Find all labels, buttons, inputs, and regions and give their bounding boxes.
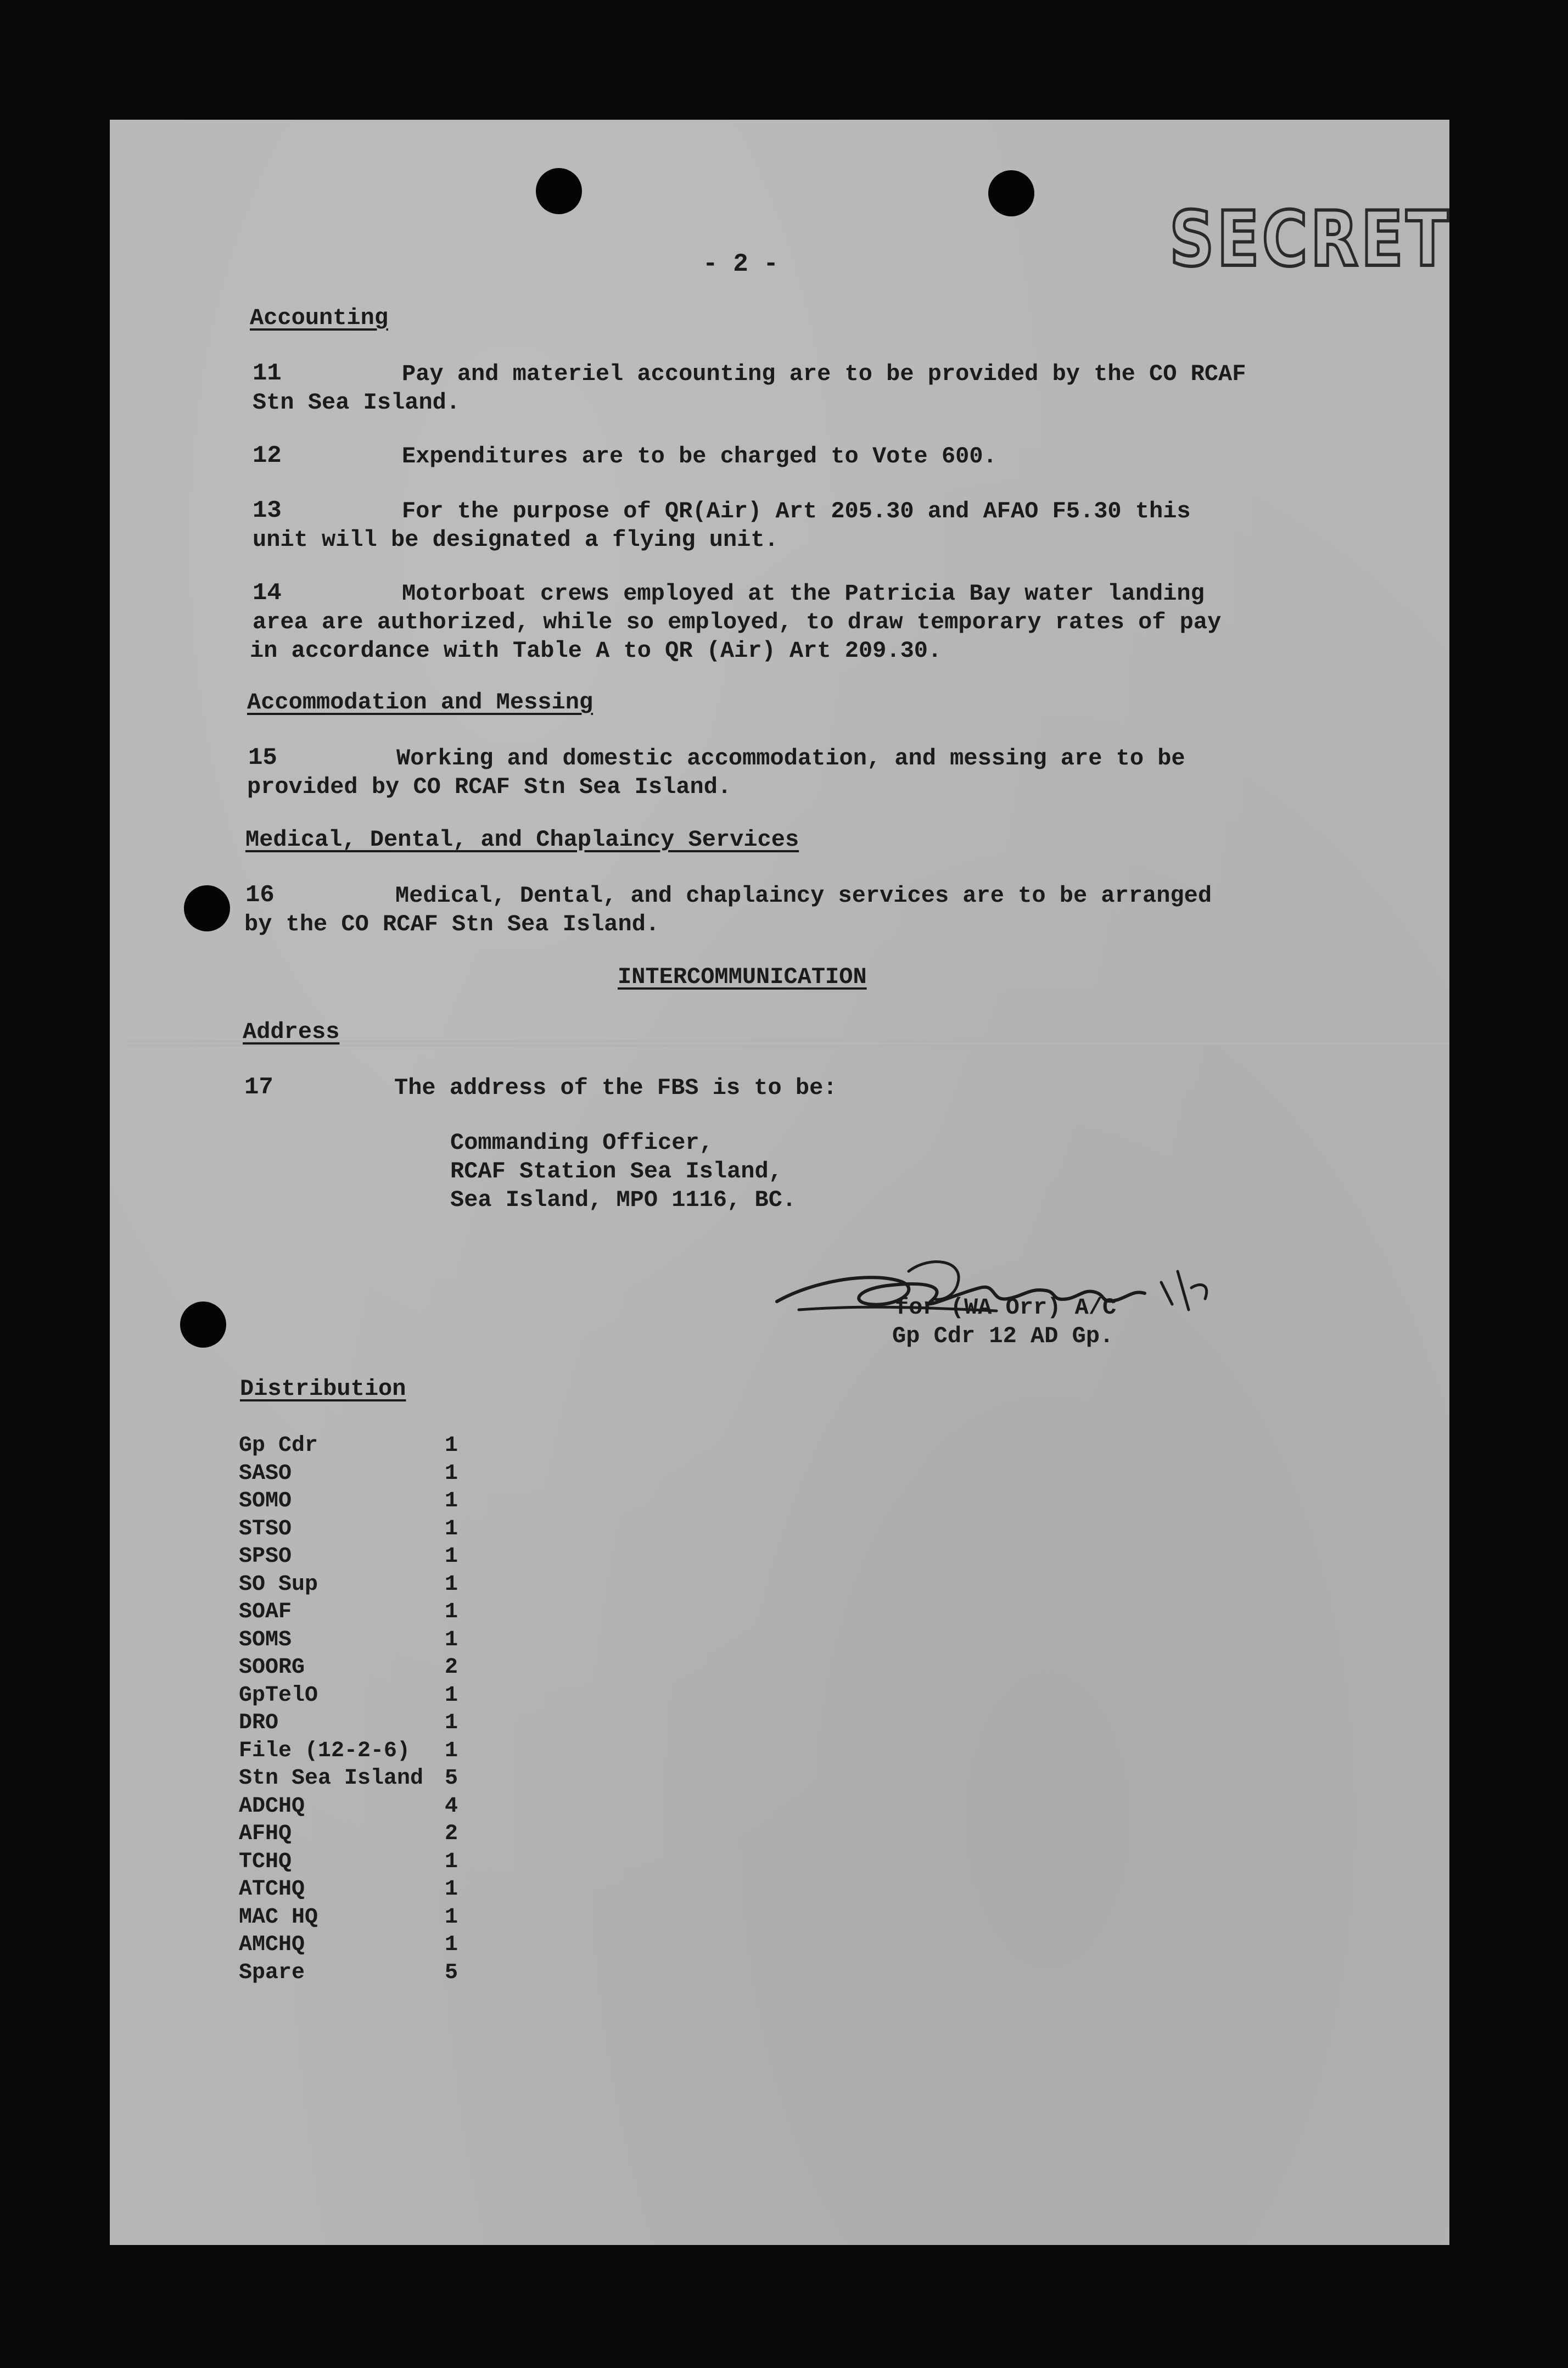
- distribution-recipient: SOORG: [239, 1655, 305, 1680]
- para-12-line-1: Expenditures are to be charged to Vote 600.: [402, 443, 997, 470]
- distribution-copies: 1: [445, 1516, 458, 1542]
- para-11-number: 11: [253, 360, 282, 387]
- distribution-copies: 5: [445, 1766, 458, 1791]
- para-14-line-3: in accordance with Table A to QR (Air) Art 209.30.: [250, 638, 942, 664]
- distribution-copies: 1: [445, 1627, 458, 1652]
- heading-intercommunication: INTERCOMMUNICATION: [618, 964, 867, 990]
- distribution-copies: 1: [445, 1738, 458, 1763]
- para-16-line-1: Medical, Dental, and chaplaincy services are to be arranged: [395, 883, 1212, 909]
- distribution-copies: 1: [445, 1849, 458, 1874]
- para-17-line-1: The address of the FBS is to be:: [394, 1075, 837, 1101]
- para-17-number: 17: [244, 1074, 273, 1101]
- distribution-copies: 1: [445, 1461, 458, 1486]
- distribution-copies: 1: [445, 1711, 458, 1735]
- distribution-copies: 1: [445, 1683, 458, 1708]
- punch-hole-left-middle: [184, 885, 230, 931]
- distribution-copies: 1: [445, 1877, 458, 1902]
- distribution-recipient: Spare: [239, 1960, 305, 1985]
- punch-hole-left-lower: [180, 1302, 226, 1348]
- para-11-line-1: Pay and materiel accounting are to be provided by the CO RCAF: [402, 361, 1246, 387]
- distribution-copies: 1: [445, 1600, 458, 1624]
- para-13-number: 13: [253, 497, 282, 524]
- distribution-copies: 2: [445, 1822, 458, 1846]
- para-14-line-2: area are authorized, while so employed, to draw temporary rates of pay: [253, 609, 1222, 635]
- para-14-line-1: Motorboat crews employed at the Patricia Bay water landing: [402, 580, 1205, 607]
- heading-distribution: Distribution: [240, 1376, 406, 1402]
- distribution-recipient: SOAF: [239, 1600, 292, 1624]
- distribution-copies: 1: [445, 1933, 458, 1957]
- distribution-copies: 1: [445, 1433, 458, 1458]
- distribution-recipient: SOMS: [239, 1627, 292, 1652]
- distribution-recipient: SOMO: [239, 1489, 292, 1513]
- distribution-recipient: File (12-2-6): [239, 1738, 411, 1763]
- para-13-line-1: For the purpose of QR(Air) Art 205.30 and AFAO F5.30 this: [402, 498, 1191, 524]
- para-14-number: 14: [253, 579, 282, 607]
- heading-medical: Medical, Dental, and Chaplaincy Services: [245, 826, 799, 853]
- para-13-line-2: unit will be designated a flying unit.: [253, 527, 779, 553]
- distribution-copies: 1: [445, 1544, 458, 1569]
- para-16-line-2: by the CO RCAF Stn Sea Island.: [244, 911, 660, 937]
- para-15-line-2: provided by CO RCAF Stn Sea Island.: [247, 774, 732, 800]
- address-line-3: Sea Island, MPO 1116, BC.: [450, 1187, 797, 1213]
- distribution-recipient: ATCHQ: [239, 1877, 305, 1902]
- distribution-recipient: ADCHQ: [239, 1794, 305, 1819]
- distribution-copies: 5: [445, 1960, 458, 1985]
- punch-hole-top-right: [988, 170, 1034, 216]
- address-line-2: RCAF Station Sea Island,: [450, 1158, 782, 1185]
- signature-line-2: Gp Cdr 12 AD Gp.: [892, 1323, 1114, 1349]
- punch-hole-top-left: [536, 168, 582, 214]
- para-12-number: 12: [253, 442, 282, 470]
- distribution-recipient: GpTelO: [239, 1683, 318, 1708]
- distribution-recipient: SO Sup: [239, 1572, 318, 1597]
- distribution-copies: 1: [445, 1489, 458, 1513]
- para-15-line-1: Working and domestic accommodation, and messing are to be: [396, 745, 1185, 772]
- distribution-recipient: STSO: [239, 1516, 292, 1542]
- distribution-recipient: TCHQ: [239, 1849, 292, 1874]
- para-11-line-2: Stn Sea Island.: [253, 389, 461, 416]
- distribution-copies: 1: [445, 1572, 458, 1597]
- page-number: - 2 -: [703, 250, 779, 278]
- address-line-1: Commanding Officer,: [450, 1130, 713, 1156]
- distribution-recipient: MAC HQ: [239, 1905, 318, 1930]
- heading-accommodation: Accommodation and Messing: [247, 689, 593, 716]
- secret-stamp: SECRET: [1169, 195, 1451, 283]
- distribution-copies: 4: [445, 1794, 458, 1819]
- distribution-recipient: AFHQ: [239, 1822, 292, 1846]
- distribution-recipient: SASO: [239, 1461, 292, 1486]
- para-16-number: 16: [245, 881, 275, 909]
- distribution-recipient: Stn Sea Island: [239, 1766, 424, 1791]
- para-15-number: 15: [248, 744, 277, 772]
- distribution-copies: 1: [445, 1905, 458, 1930]
- signature-line-1: for (WA Orr) A/C: [895, 1294, 1117, 1321]
- distribution-recipient: AMCHQ: [239, 1933, 305, 1957]
- distribution-recipient: Gp Cdr: [239, 1433, 318, 1458]
- distribution-copies: 2: [445, 1655, 458, 1680]
- heading-address: Address: [243, 1019, 340, 1045]
- distribution-recipient: DRO: [239, 1711, 279, 1735]
- distribution-recipient: SPSO: [239, 1544, 292, 1569]
- heading-accounting: Accounting: [250, 305, 389, 331]
